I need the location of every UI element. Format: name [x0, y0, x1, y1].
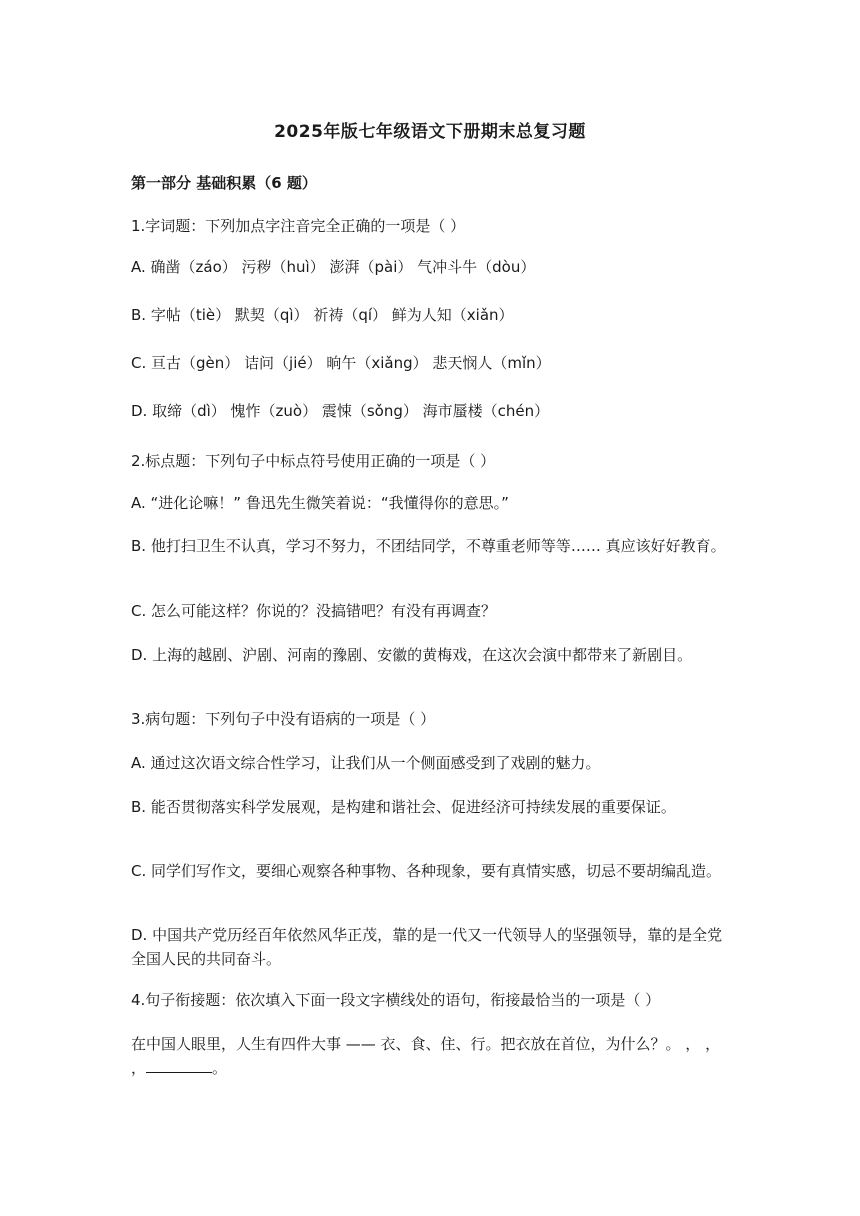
question-4-passage	[131, 1032, 736, 1080]
question-4-passage-end: 。	[212, 1059, 228, 1077]
question-2-option-c: C. 怎么可能这样？你说的？没搞错吧？有没有再调查？	[131, 602, 497, 620]
question-1-stem: 1.字词题：下列加点字注音完全正确的一项是（ ）	[131, 217, 466, 235]
section-heading: 第一部分 基础积累（6 题）	[131, 174, 317, 192]
question-1-option-c: C. 亘古（gèn） 诘问（jié） 晌午（xiǎng） 悲天悯人（mǐn）	[131, 354, 551, 372]
question-4-stem: 4.句子衔接题：依次填入下面一段文字横线处的语句，衔接最恰当的一项是（ ）	[131, 991, 661, 1009]
question-2-option-d: D. 上海的越剧、沪剧、河南的豫剧、安徽的黄梅戏，在这次会演中都带来了新剧目。	[131, 646, 693, 664]
question-2-stem: 2.标点题：下列句子中标点符号使用正确的一项是（ ）	[131, 452, 496, 470]
question-4-passage-text: 在中国人眼里，人生有四件大事 —— 衣、食、住、行。把衣放在首位，为什么？。 ， ， ，	[131, 1035, 721, 1077]
question-3-option-b: B. 能否贯彻落实科学发展观，是构建和谐社会、促进经济可持续发展的重要保证。	[131, 798, 676, 816]
answer-blank[interactable]	[146, 1057, 212, 1073]
question-1-option-a: A. 确凿（záo） 污秽（huì） 澎湃（pài） 气冲斗牛（dòu）	[131, 258, 536, 276]
question-1-option-d: D. 取缔（dì） 愧怍（zuò） 震悚（sǒng） 海市蜃楼（chén）	[131, 402, 550, 420]
page-title: 2025年版七年级语文下册期末总复习题	[274, 122, 586, 142]
question-3-option-d: D. 中国共产党历经百年依然风华正茂，靠的是一代又一代领导人的坚强领导，靠的是全党全国人民的共同奋斗。	[131, 926, 723, 968]
question-3-option-a: A. 通过这次语文综合性学习，让我们从一个侧面感受到了戏剧的魅力。	[131, 754, 601, 772]
question-2-option-a: A. “进化论嘛！” 鲁迅先生微笑着说：“我懂得你的意思。”	[131, 494, 509, 512]
question-3-option-c: C. 同学们写作文，要细心观察各种事物、各种现象，要有真情实感，切忌不要胡编乱造。	[131, 862, 722, 880]
question-1-option-b: B. 字帖（tiè） 默契（qì） 祈祷（qí） 鲜为人知（xiǎn）	[131, 306, 514, 324]
question-3-stem: 3.病句题：下列句子中没有语病的一项是（ ）	[131, 710, 436, 728]
question-2-option-b: B. 他打扫卫生不认真，学习不努力，不团结同学，不尊重老师等等…… 真应该好好教育。	[131, 537, 726, 555]
